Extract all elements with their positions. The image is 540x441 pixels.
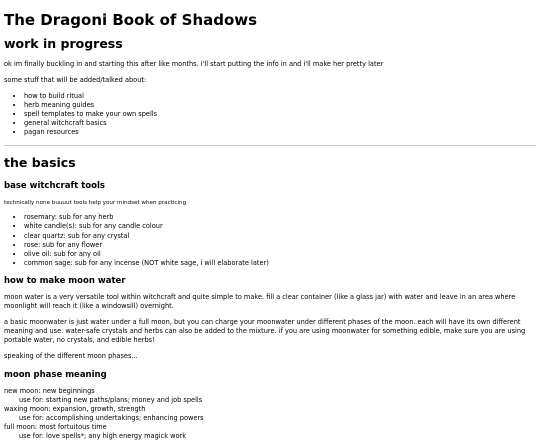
wip-intro: ok im finally buckling in and starting this after like months. i'll start putting the info in and i'll make her pretty later [4, 60, 536, 69]
moon-phase-heading: moon phase meaning [4, 370, 536, 380]
moon-phase-line: new moon: new beginnings [4, 387, 536, 396]
list-item: • pagan resources [24, 128, 536, 137]
basics-heading: the basics [4, 156, 536, 170]
list-item: • how to build ritual [24, 92, 536, 101]
basics-section [4, 156, 536, 441]
moon-phase-use: use for: starting new paths/plans; money and job spells [4, 396, 536, 405]
list-item: • rose: sub for any flower [24, 241, 536, 250]
moon-phase-use: use for: accomplishing undertakings; enhancing powers [4, 414, 536, 423]
moon-phase-line: waxing moon: expansion, growth, strength [4, 405, 536, 414]
tools-heading: base witchcraft tools [4, 181, 536, 191]
list-item: • white candle(s): sub for any candle colour [24, 222, 536, 231]
tools-note: technically none buuuut tools help your mindset when practicing [4, 200, 536, 208]
moonwater-paragraph-3: speaking of the different moon phases... [4, 352, 536, 361]
moon-phase-line: full moon: most fortuitous time [4, 423, 536, 432]
wip-lead: some stuff that will be added/talked about: [4, 76, 536, 85]
list-item: • common sage: sub for any incense (NOT white sage, i will elaborate later) [24, 259, 536, 268]
tools-list [4, 213, 536, 268]
list-item: • clear quartz: sub for any crystal [24, 232, 536, 241]
wip-section [4, 37, 536, 137]
list-item: • rosemary: sub for any herb [24, 213, 536, 222]
moonwater-paragraph-2: a basic moonwater is just water under a full moon, but you can charge your moonwater under different phases of the moon. each will have its own different meaning and use. water-safe crystals and herbs can also be added to the mixture. if you are using moonwater for something edible, make sure you are using portable water, no crystals, and edible herbs! [4, 318, 536, 345]
section-divider [4, 145, 536, 146]
wip-list [4, 92, 536, 137]
moonwater-heading: how to make moon water [4, 276, 536, 286]
moonwater-paragraph-1: moon water is a very versatile tool within witchcraft and quite simple to make. fill a clear container (like a glass jar) with water and leave in an area where moonlight will reach it (like a windowsill) overnight. [4, 293, 536, 311]
moon-phase-list [4, 387, 536, 441]
wip-heading: work in progress [4, 37, 536, 51]
list-item: • olive oil: sub for any oil [24, 250, 536, 259]
page-title: The Dragoni Book of Shadows [4, 12, 536, 29]
list-item: • general witchcraft basics [24, 119, 536, 128]
moon-phase-use: use for: love spells*; any high energy magick work [4, 432, 536, 441]
list-item: • herb meaning guides [24, 101, 536, 110]
list-item: • spell templates to make your own spells [24, 110, 536, 119]
